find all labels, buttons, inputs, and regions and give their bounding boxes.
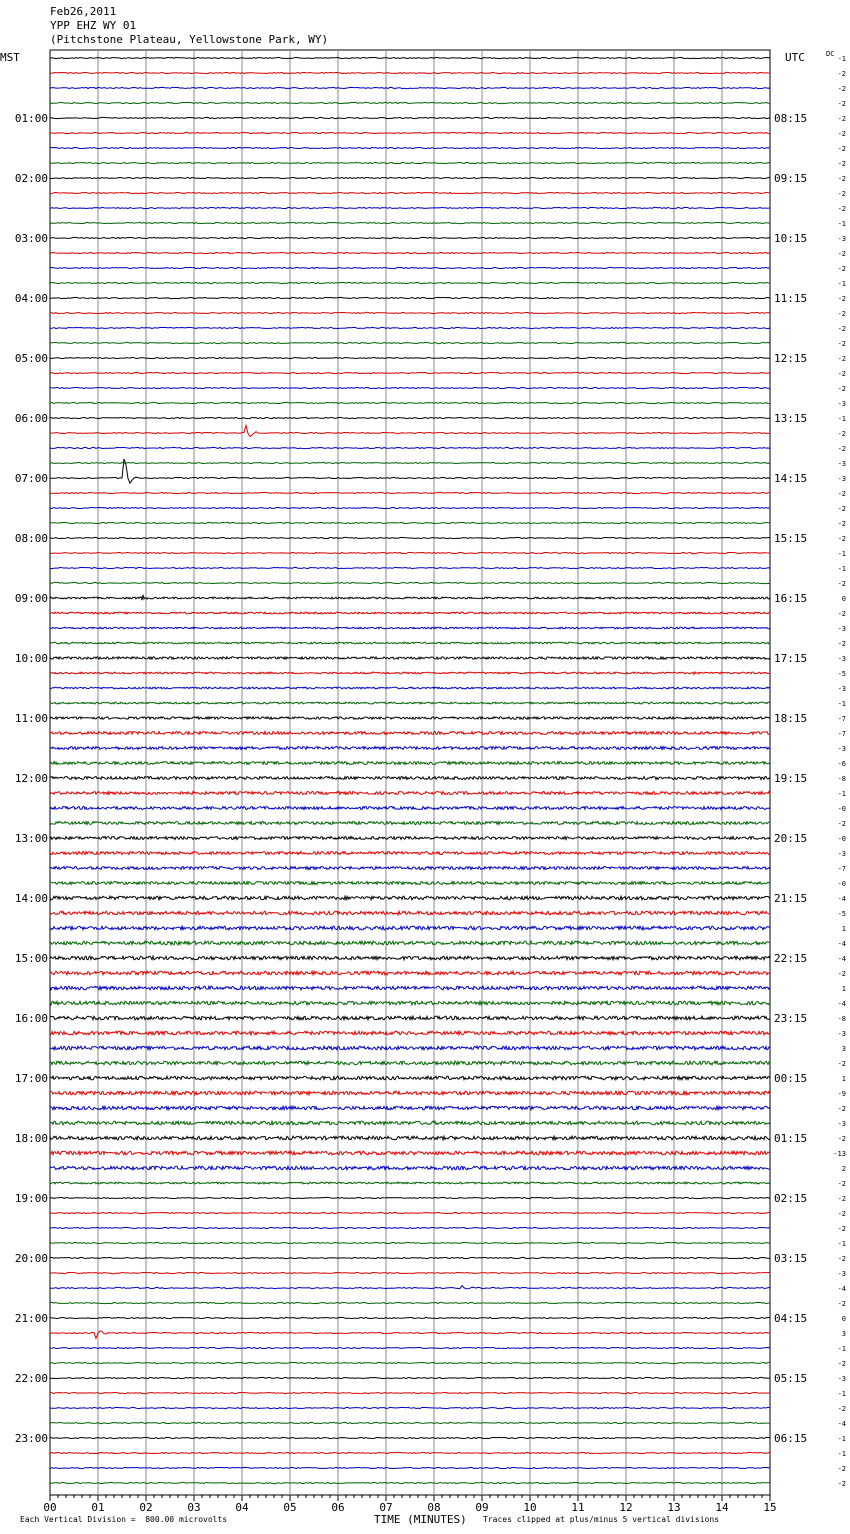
mst-hour-label: 18:00 [14,1132,48,1145]
dc-offset-label: -1 [837,1240,846,1248]
x-tick-label: 12 [619,1501,633,1514]
dc-offset-label: -2 [837,1480,846,1488]
dc-offset-label: -2 [837,145,846,153]
dc-offset-label: -2 [837,1195,846,1203]
chart-location: (Pitchstone Plateau, Yellowstone Park, WY) [50,33,329,46]
dc-offset-label: -2 [837,325,846,333]
dc-offset-label: -1 [837,415,846,423]
mst-hour-label: 21:00 [14,1312,48,1325]
dc-offset-label: -4 [837,895,846,903]
trace-line [50,312,770,313]
dc-offset-label: -5 [837,670,846,678]
dc-offset-label: -2 [837,265,846,273]
trace-line [50,852,770,855]
trace-line [50,1437,770,1438]
mst-hour-label: 17:00 [14,1072,48,1085]
dc-offset-label: -2 [837,1180,846,1188]
trace-line [50,1182,770,1184]
trace-line [50,282,770,283]
utc-hour-label: 05:15 [774,1372,808,1385]
trace-line [50,1452,770,1453]
dc-offset-label: -3 [837,850,846,858]
utc-hour-label: 06:15 [774,1432,808,1445]
trace-line [50,1076,770,1080]
dc-offset-label: 0 [841,1315,846,1323]
dc-offset-label: -2 [837,445,846,453]
trace-line [50,1001,770,1005]
dc-offset-label: -0 [837,835,846,843]
trace-line [50,417,770,418]
x-axis-title: TIME (MINUTES) [374,1513,467,1526]
trace-line [50,1407,770,1408]
trace-line [50,1482,770,1483]
mst-hour-label: 20:00 [14,1252,48,1265]
dc-offset-label: 1 [841,1075,846,1083]
mst-hour-label: 22:00 [14,1372,48,1385]
utc-hour-label: 11:15 [774,292,808,305]
dc-offset-label: 1 [841,985,846,993]
right-axis-timezone: UTC [785,51,805,64]
trace-line [50,357,770,358]
utc-hour-label: 15:15 [774,532,808,545]
mst-hour-label: 08:00 [14,532,48,545]
dc-offset-header: DC [826,50,835,58]
dc-offset-label: -2 [837,640,846,648]
trace-line [50,102,770,103]
trace-line [50,537,770,538]
chart-station: YPP EHZ WY 01 [50,19,137,32]
dc-offset-label: -3 [837,1120,846,1128]
dc-offset-label: -4 [837,940,846,948]
plot-frame [50,50,770,1495]
dc-offset-label: -2 [837,610,846,618]
trace-line [50,732,770,735]
dc-offset-label: -4 [837,1420,846,1428]
dc-offset-label: -2 [837,70,846,78]
dc-offset-label: -2 [837,1300,846,1308]
utc-hour-label: 04:15 [774,1312,808,1325]
mst-hour-label: 11:00 [14,712,48,725]
dc-offset-label: -0 [837,880,846,888]
trace-line [50,1046,770,1050]
dc-offset-label: -7 [837,865,846,873]
dc-offset-label: -6 [837,760,846,768]
dc-offset-label: -1 [837,1450,846,1458]
mst-hour-label: 05:00 [14,352,48,365]
trace-line [50,687,770,689]
trace-line [50,747,770,750]
trace-line [50,207,770,208]
utc-hour-label: 21:15 [774,892,808,905]
x-tick-label: 07 [379,1501,393,1514]
trace-line [50,777,770,780]
dc-offset-label: -3 [837,625,846,633]
dc-offset-label: 3 [841,1045,846,1053]
dc-offset-label: -3 [837,685,846,693]
utc-hour-label: 12:15 [774,352,808,365]
trace-line [50,1392,770,1393]
dc-offset-label: -3 [837,1375,846,1383]
dc-offset-label: -1 [837,790,846,798]
trace-line [50,1121,770,1125]
trace-line [50,162,770,163]
trace-line [50,1136,770,1140]
scale-note: Each Vertical Division = 800.00 microvolts [20,1515,228,1524]
dc-offset-label: -3 [837,1270,846,1278]
trace-line [50,672,770,674]
dc-offset-label: -1 [837,700,846,708]
chart-date: Feb26,2011 [50,5,117,18]
trace-line [50,941,770,945]
dc-offset-label: -1 [837,565,846,573]
trace-line [50,462,770,463]
dc-offset-label: -2 [837,130,846,138]
trace-line [50,657,770,659]
dc-offset-label: -2 [837,190,846,198]
mst-hour-label: 09:00 [14,592,48,605]
trace-line [50,627,770,629]
trace-line [50,117,770,118]
trace-line [50,1016,770,1020]
dc-offset-label: -4 [837,1285,846,1293]
dc-offset-label: -7 [837,730,846,738]
x-tick-label: 06 [331,1501,345,1514]
dc-offset-label: -2 [837,970,846,978]
dc-offset-label: -2 [837,580,846,588]
trace-line [50,717,770,719]
dc-offset-label: -13 [833,1150,846,1158]
left-axis-timezone: MST [0,51,20,64]
trace-line [50,72,770,73]
utc-hour-label: 18:15 [774,712,808,725]
trace-line [50,132,770,133]
dc-offset-label: -2 [837,1225,846,1233]
trace-line [50,1212,770,1213]
trace-line [50,1272,770,1273]
dc-offset-label: -4 [837,1000,846,1008]
dc-offset-label: -0 [837,805,846,813]
utc-hour-label: 08:15 [774,112,808,125]
dc-offset-label: -2 [837,505,846,513]
trace-line [50,582,770,583]
utc-hour-label: 13:15 [774,412,808,425]
mst-hour-label: 07:00 [14,472,48,485]
dc-offset-label: -2 [837,520,846,528]
trace-line [50,237,770,238]
mst-hour-label: 19:00 [14,1192,48,1205]
x-tick-label: 05 [283,1501,297,1514]
mst-hour-label: 13:00 [14,832,48,845]
trace-line [50,956,770,960]
trace-line [50,252,770,253]
x-tick-label: 10 [523,1501,537,1514]
dc-offset-label: -2 [837,160,846,168]
utc-hour-label: 14:15 [774,472,808,485]
trace-line [50,522,770,523]
trace-line [50,807,770,810]
mst-hour-label: 12:00 [14,772,48,785]
trace-line [50,867,770,870]
x-tick-label: 09 [475,1501,489,1514]
dc-offset-label: -2 [837,115,846,123]
mst-hour-label: 06:00 [14,412,48,425]
trace-line [50,222,770,223]
trace-line [50,567,770,568]
x-tick-label: 14 [715,1501,729,1514]
trace-line [50,87,770,88]
dc-offset-label: -2 [837,490,846,498]
trace-line [50,147,770,148]
trace-line [50,1331,770,1339]
dc-offset-label: -4 [837,955,846,963]
dc-offset-label: -3 [837,475,846,483]
utc-hour-label: 22:15 [774,952,808,965]
mst-hour-label: 01:00 [14,112,48,125]
dc-offset-label: -3 [837,1030,846,1038]
dc-offset-label: -2 [837,310,846,318]
mst-hour-label: 14:00 [14,892,48,905]
trace-line [50,595,770,600]
trace-line [50,387,770,388]
dc-offset-label: -1 [837,55,846,63]
trace-line [50,492,770,493]
clip-note: Traces clipped at plus/minus 5 vertical divisions [483,1515,720,1524]
trace-line [50,1377,770,1378]
mst-hour-label: 04:00 [14,292,48,305]
utc-hour-label: 02:15 [774,1192,808,1205]
trace-line [50,762,770,765]
utc-hour-label: 19:15 [774,772,808,785]
dc-offset-label: -3 [837,460,846,468]
trace-line [50,1197,770,1198]
mst-hour-label: 23:00 [14,1432,48,1445]
dc-offset-label: -2 [837,1105,846,1113]
dc-offset-label: -1 [837,1435,846,1443]
trace-line [50,447,770,448]
trace-line [50,702,770,704]
dc-offset-label: -3 [837,745,846,753]
utc-hour-label: 00:15 [774,1072,808,1085]
dc-offset-label: -1 [837,220,846,228]
dc-offset-label: -1 [837,1345,846,1353]
dc-offset-label: -2 [837,385,846,393]
trace-line [50,57,770,58]
trace-line [50,402,770,403]
dc-offset-label: -2 [837,1360,846,1368]
x-tick-label: 04 [235,1501,249,1514]
mst-hour-label: 03:00 [14,232,48,245]
trace-line [50,1091,770,1095]
dc-offset-label: -3 [837,400,846,408]
dc-offset-label: -2 [837,430,846,438]
trace-line [50,1242,770,1243]
x-tick-label: 03 [187,1501,201,1514]
utc-hour-label: 03:15 [774,1252,808,1265]
x-tick-label: 11 [571,1501,585,1514]
dc-offset-label: 0 [841,595,846,603]
mst-hour-label: 10:00 [14,652,48,665]
x-tick-label: 08 [427,1501,441,1514]
dc-offset-label: -2 [837,1405,846,1413]
trace-line [50,425,770,436]
dc-offset-label: -2 [837,1465,846,1473]
x-tick-label: 02 [139,1501,153,1514]
dc-offset-label: -7 [837,715,846,723]
trace-line [50,1347,770,1348]
dc-offset-label: -2 [837,205,846,213]
trace-line [50,1467,770,1468]
utc-hour-label: 16:15 [774,592,808,605]
dc-offset-label: -2 [837,1210,846,1218]
dc-offset-label: -2 [837,85,846,93]
trace-line [50,896,770,900]
trace-line [50,1422,770,1423]
trace-line [50,1227,770,1228]
trace-line [50,327,770,328]
dc-offset-label: -8 [837,1015,846,1023]
dc-offset-label: -2 [837,820,846,828]
trace-line [50,192,770,193]
trace-line [50,342,770,343]
trace-line [50,911,770,915]
trace-line [50,1151,770,1155]
trace-line [50,612,770,614]
trace-line [50,1286,770,1289]
mst-hour-label: 02:00 [14,172,48,185]
trace-line [50,177,770,178]
trace-line [50,552,770,553]
trace-line [50,1317,770,1318]
trace-line [50,642,770,644]
trace-line [50,1302,770,1303]
dc-offset-label: 1 [841,925,846,933]
dc-offset-label: 3 [841,1330,846,1338]
trace-line [50,267,770,268]
trace-line [50,372,770,373]
utc-hour-label: 09:15 [774,172,808,185]
dc-offset-label: -9 [837,1090,846,1098]
trace-line [50,1106,770,1110]
dc-offset-label: -1 [837,550,846,558]
trace-line [50,1031,770,1035]
dc-offset-label: -2 [837,250,846,258]
utc-hour-label: 23:15 [774,1012,808,1025]
x-tick-label: 15 [763,1501,777,1514]
dc-offset-label: -1 [837,280,846,288]
trace-line [50,1061,770,1065]
dc-offset-label: -2 [837,355,846,363]
utc-hour-label: 10:15 [774,232,808,245]
dc-offset-label: -2 [837,175,846,183]
dc-offset-label: -2 [837,340,846,348]
utc-hour-label: 17:15 [774,652,808,665]
trace-line [50,986,770,990]
x-tick-label: 00 [43,1501,57,1514]
dc-offset-label: -1 [837,1390,846,1398]
trace-line [50,297,770,298]
trace-line [50,882,770,885]
dc-offset-label: -5 [837,910,846,918]
utc-hour-label: 20:15 [774,832,808,845]
dc-offset-label: -2 [837,1255,846,1263]
mst-hour-label: 15:00 [14,952,48,965]
dc-offset-label: -2 [837,295,846,303]
trace-line [50,1362,770,1363]
trace-line [50,507,770,508]
x-tick-label: 01 [91,1501,105,1514]
dc-offset-label: -2 [837,1135,846,1143]
dc-offset-label: -2 [837,1060,846,1068]
dc-offset-label: -2 [837,370,846,378]
dc-offset-label: -2 [837,535,846,543]
dc-offset-label: -3 [837,655,846,663]
trace-line [50,1166,770,1170]
trace-line [50,926,770,930]
trace-line [50,792,770,795]
mst-hour-label: 16:00 [14,1012,48,1025]
trace-line [50,822,770,825]
x-tick-label: 13 [667,1501,681,1514]
trace-line [50,1257,770,1258]
dc-offset-label: -2 [837,100,846,108]
trace-line [50,837,770,840]
dc-offset-label: -8 [837,775,846,783]
trace-line [50,971,770,975]
dc-offset-label: 2 [841,1165,846,1173]
dc-offset-label: -3 [837,235,846,243]
utc-hour-label: 01:15 [774,1132,808,1145]
